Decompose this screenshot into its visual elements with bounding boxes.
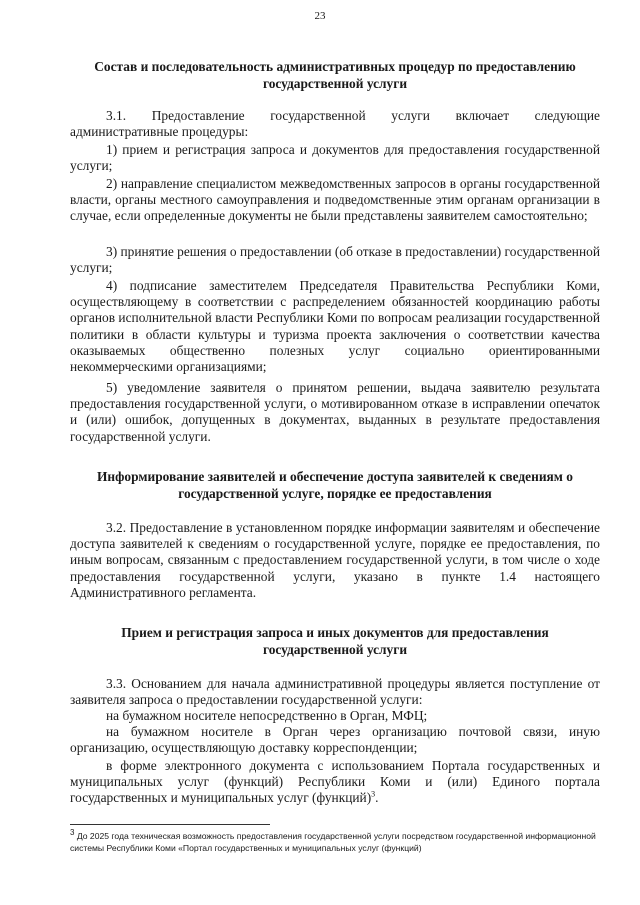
footnote-divider xyxy=(70,824,270,825)
section-heading: Состав и последовательность административных процедур по предоставлению государственной услуги xyxy=(94,59,576,91)
paragraph: 1) прием и регистрация запроса и документов для предоставления государственной услуги; xyxy=(70,142,600,174)
footnote-mark: 3 xyxy=(70,828,75,838)
paragraph: в форме электронного документа с использованием Портала государственных и муниципальных услуг (функций) Республики Коми и (или) Единого портала государственных и муниципальных услуг (функций)$^3$. xyxy=(70,758,600,806)
page-number: 23 xyxy=(314,10,326,22)
paragraph: на бумажном носителе непосредственно в Орган, МФЦ; xyxy=(106,708,428,723)
footnote-text: До 2025 года техническая возможность предоставления государственной услуги посредством государственной информационной системы Республики Коми «Портал государственных и муниципальных услуг (функций) xyxy=(70,831,596,853)
paragraph: 3.1. Предоставление государственной услуги включает следующие административные процедуры: xyxy=(70,108,600,140)
paragraph: 3) принятие решения о предоставлении (об отказе в предоставлении) государственной услуги; xyxy=(70,244,600,276)
footnote-reference: 3 xyxy=(371,789,376,799)
section-heading: Прием и регистрация запроса и иных документов для предоставления государственной услуги xyxy=(121,625,549,657)
paragraph: 3.3. Основанием для начала административной процедуры является поступление от заявителя запроса о предоставлении государственной услуги: xyxy=(70,676,600,708)
section-heading: Информирование заявителей и обеспечение доступа заявителей к сведениям о государственной услуге, порядке ее предоставления xyxy=(97,469,573,501)
paragraph: 3.2. Предоставление в установленном порядке информации заявителям и обеспечение доступа заявителей к сведениям о государственной услуге, порядке ее предоставления, по иным вопросам, связанным с предоставлением государственной услуги, в том числе о ходе предоставления государственной услуги, указано в пункте 1.4 настоящего Административного регламента. xyxy=(70,520,600,600)
paragraph: 2) направление специалистом межведомственных запросов в органы государственной власти, органы местного самоуправления и подведомственные этим органам организации в случае, если определенные документы не были представлены заявителем самостоятельно; xyxy=(70,176,600,224)
paragraph: 4) подписание заместителем Председателя Правительства Республики Коми, осуществляющему в соответствии с распределением обязанностей координацию работы органов исполнительной власти Республики Коми по вопросам реализации государственной политики в области культуры и туризма проекта заключения о соответствии качества оказываемых общественно полезных услуг социально ориентированными некоммерческими организациями; xyxy=(70,278,600,375)
paragraph: 5) уведомление заявителя о принятом решении, выдача заявителю результата предоставления государственной услуги, о мотивированном отказе в исправлении опечаток и (или) ошибок, допущенных в документах, выданных в результате предоставления государственной услуги. xyxy=(70,380,600,444)
paragraph-text: в форме электронного документа с использованием Портала государственных и муниципальных услуг (функций) Республики Коми и (или) Единого портала государственных и муниципальных услуг (функций) xyxy=(70,758,600,806)
footnote xyxy=(70,830,600,854)
paragraph: на бумажном носителе в Орган через организацию почтовой связи, иную организацию, осуществляющую доставку корреспонденции; xyxy=(70,724,600,756)
